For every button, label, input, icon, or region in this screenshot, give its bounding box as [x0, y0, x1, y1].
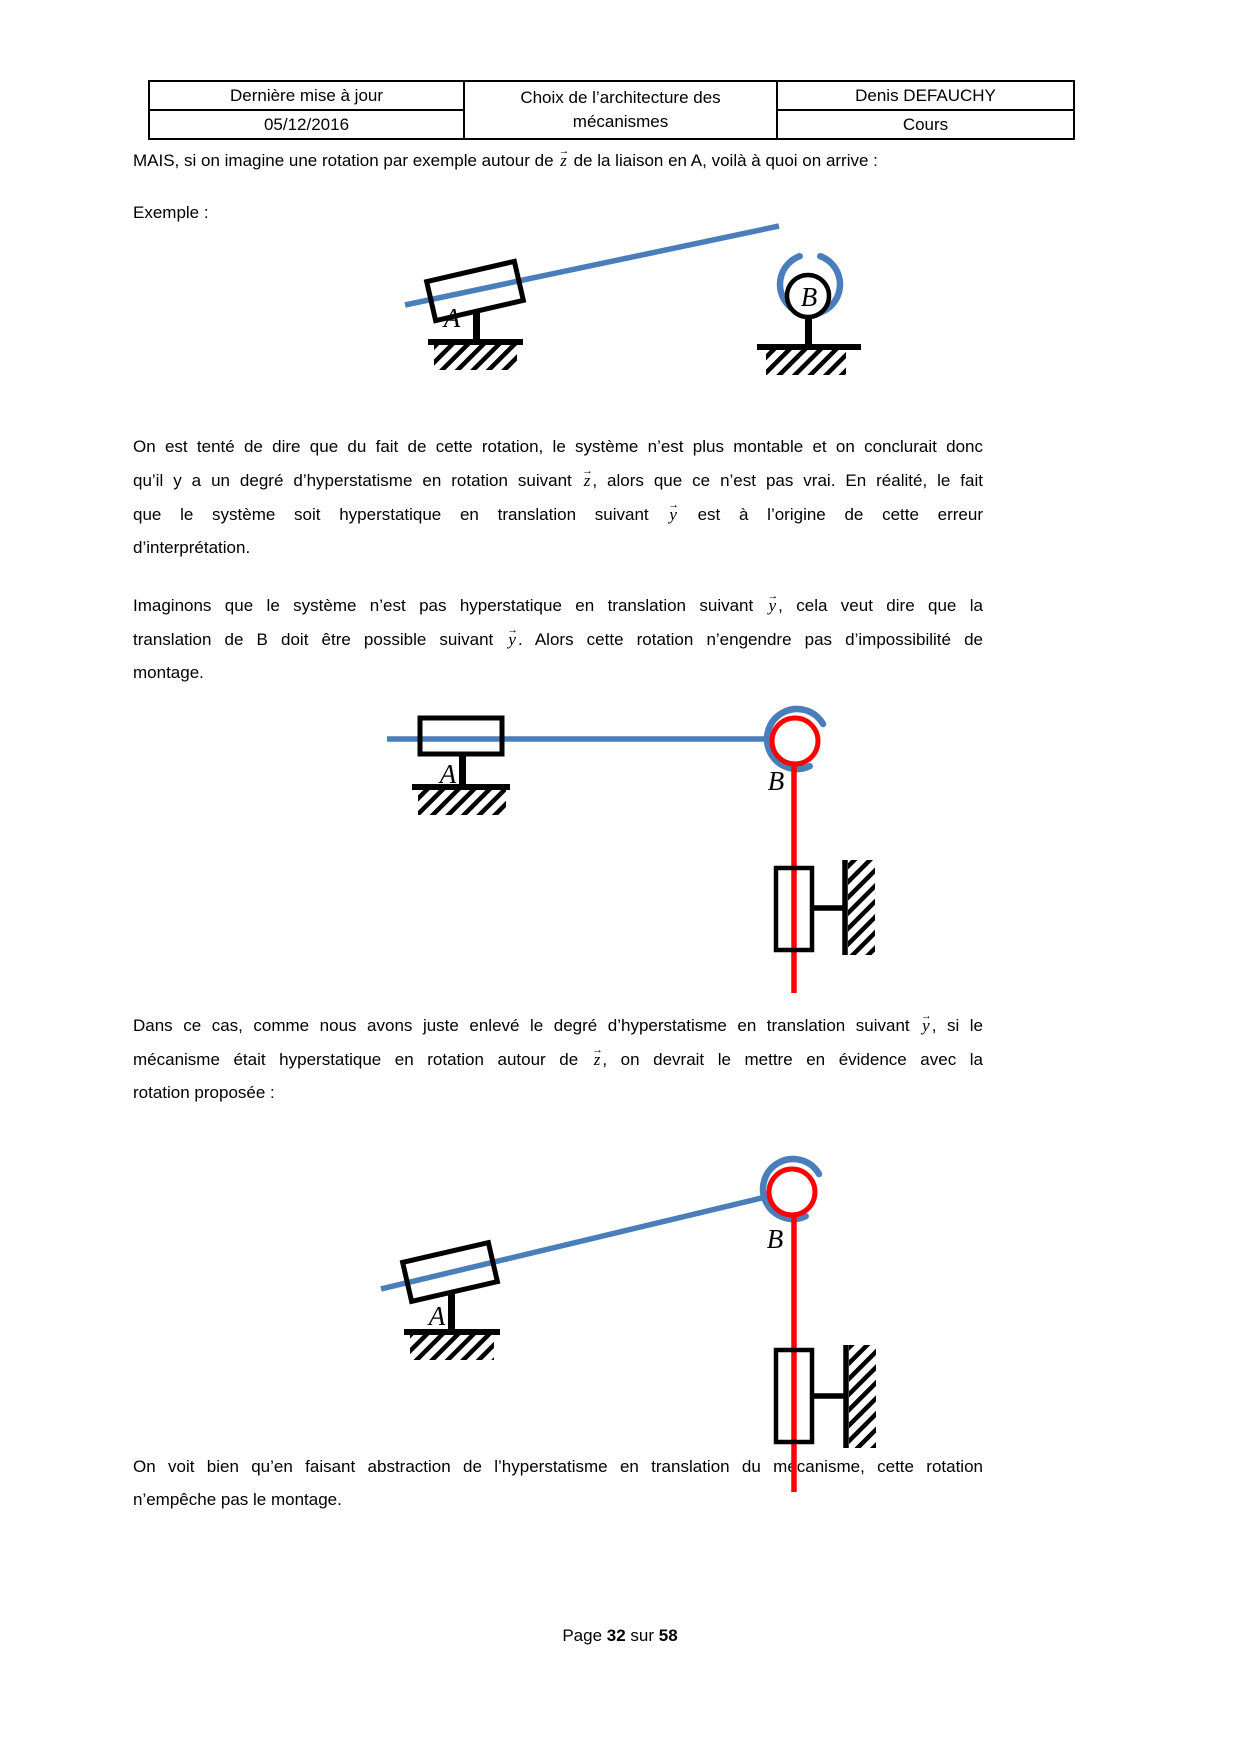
header-date: 05/12/2016 — [149, 110, 464, 139]
diagram-translation-free — [330, 640, 900, 1000]
paragraph-intro: MAIS, si on imagine une rotation par exemple autour de → z de la liaison en A, voilà à quoi on arrive : — [133, 143, 983, 177]
page-footer: Page 32 sur 58 — [562, 1626, 678, 1645]
ground-hatch-a — [410, 1335, 494, 1360]
link-bar — [381, 1197, 766, 1289]
paragraph-hyperstatism: On est tenté de dire que du fait de cette rotation, le système n’est plus montable et on conclurait donc qu’il y a un degré d’hyperstatisme en rotation suivant → z , alors que ce n’est pas vrai. En réalité, le fait que le système soit hyperstatique en translation suivant → y est à l’origine de cette erreur d’interprétation. — [133, 430, 983, 564]
support-post-a — [459, 754, 466, 787]
vector-z: → z — [594, 1042, 601, 1076]
label-a: A — [439, 759, 457, 789]
header-course-title: Choix de l’architecture des mécanismes — [464, 81, 777, 139]
pivot-circle-b — [772, 718, 818, 764]
support-post-b — [805, 316, 812, 346]
header-author: Denis DEFAUCHY — [777, 81, 1074, 110]
example-label: Exemple : — [133, 203, 209, 222]
ground-hatch-a — [434, 345, 517, 370]
label-b: B — [767, 766, 785, 796]
wall-hatch — [848, 860, 875, 955]
wall-hatch — [849, 1345, 876, 1448]
paragraph-conclusion: On voit bien qu’en faisant abstraction de l’hyperstatisme en translation du mécanisme, cette rotation n’empêche pas le montage. — [133, 1457, 983, 1509]
vector-y: → y — [769, 588, 777, 622]
support-post-a — [473, 310, 480, 342]
ground-hatch-a — [418, 790, 506, 815]
paragraph-dans-ce-cas: Dans ce cas, comme nous avons juste enlevé le degré d’hyperstatisme en translation suivant → y , si le mécanisme était hyperstatique en rotation autour de → z , on devrait le mettre en évidence avec la rotation proposée : — [133, 1008, 983, 1109]
label-a: A — [428, 1301, 446, 1331]
header-last-update-label: Dernière mise à jour — [149, 81, 464, 110]
pivot-circle-b — [769, 1169, 815, 1215]
ground-hatch-b — [766, 350, 846, 375]
paragraph-imagine: Imaginons que le système n’est pas hyperstatique en translation suivant → y , cela veut dire que la translation de B doit être possible suivant → y . Alors cette rotation n’engendre pas d’impossibilité de montage. — [133, 588, 983, 689]
label-b: B — [766, 1224, 784, 1254]
header-doc-type: Cours — [777, 110, 1074, 139]
link-block-a — [420, 718, 502, 754]
link-bar — [405, 226, 779, 305]
vector-z: → z — [560, 143, 567, 177]
diagram-rotation-example — [340, 170, 905, 385]
vector-y: → y — [508, 622, 516, 656]
diagram-rotation-with-slider — [330, 1120, 900, 1510]
support-post-a — [448, 1292, 455, 1332]
header-table — [148, 80, 1075, 140]
vector-y: → y — [922, 1008, 930, 1042]
vector-y: → y — [669, 497, 677, 531]
label-a: A — [443, 303, 461, 333]
label-b: B — [800, 282, 818, 312]
vector-z: → z — [584, 463, 591, 497]
